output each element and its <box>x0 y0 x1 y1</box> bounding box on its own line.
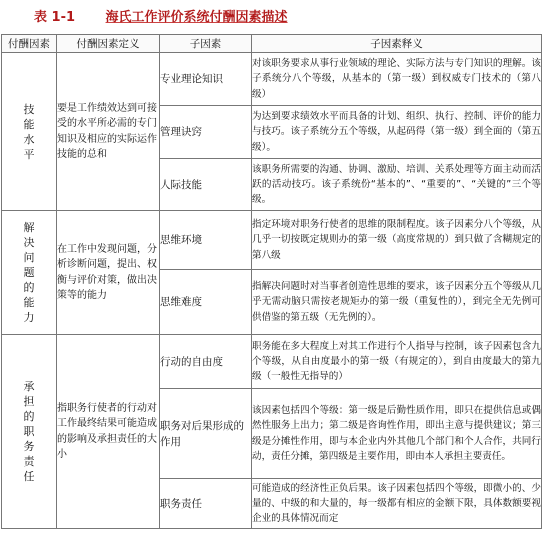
sub-desc-cell: 职务能在多大程度上对其工作进行个人指导与控制，该子因素包含九个等级，从自由度最小的第一级（有规定的），到自由度最大的第九级（一般性无指导的） <box>252 335 542 389</box>
header-sub-factor: 子因素 <box>160 35 252 53</box>
sub-factor-cell: 管理诀窍 <box>160 106 252 159</box>
factor-label: 解决问题的能力 <box>23 221 35 324</box>
sub-desc-cell: 该职务所需要的沟通、协调、激励、培训、关系处理等方面主动而活跃的活动技巧。该子系统份“基本的”、“重要的”、“关键的”三个等级。 <box>252 159 542 211</box>
definition-cell: 指职务行使者的行动对工作最终结果可能造成的影响及承担责任的大小 <box>57 335 160 529</box>
sub-desc-cell: 指解决问题时对当事者创造性思维的要求，该子因素分五个等级从几乎无需动脑只需按老规矩办的第一级（重复性的），到完全无先例可供借鉴的第五级（无先例的）。 <box>252 270 542 335</box>
table-title: 海氏工作评价系统付酬因素描述 <box>105 10 288 25</box>
table-row <box>2 211 542 270</box>
sub-desc-cell: 该因素包括四个等级：第一级是后勤性质作用，即只在提供信息或偶然性服务上出力；第二级是咨询性作用，即出主意与提供建议；第三级是分摊性作用，即与本企业内外其他几个部门和个人合作，共同行动，责任分摊，第四级是主要作用，即由本人承担主要责任。 <box>252 389 542 479</box>
factor-cell <box>2 53 57 211</box>
definition-cell: 要是工作绩效达到可接受的水平所必需的专门知识及相应的实际运作技能的总和 <box>57 53 160 211</box>
factor-table <box>1 34 542 529</box>
sub-factor-cell: 思维环境 <box>160 211 252 270</box>
header-sub-desc: 子因素释义 <box>252 35 542 53</box>
sub-desc-cell: 指定环境对职务行使者的思维的限制程度。该子因素分八个等级，从几乎一切按既定规则办的第一级（高度常规的）到只做了含糊规定的第八级 <box>252 211 542 270</box>
factor-cell <box>2 211 57 335</box>
header-row <box>2 35 542 53</box>
table-row <box>2 335 542 389</box>
factor-cell <box>2 335 57 529</box>
header-definition: 付酬因素定义 <box>57 35 160 53</box>
factor-label: 承担的职务责任 <box>23 380 35 483</box>
sub-factor-cell: 职务对后果形成的作用 <box>160 389 252 479</box>
table-row <box>2 53 542 106</box>
sub-factor-cell: 专业理论知识 <box>160 53 252 106</box>
table-caption <box>34 6 288 28</box>
sub-desc-cell: 为达到要求绩效水平而具备的计划、组织、执行、控制、评价的能力与技巧。该子系统分五个等级，从起码得（第一级）到全面的（第五级）。 <box>252 106 542 159</box>
factor-label: 技能水平 <box>23 102 35 161</box>
sub-factor-cell: 思维难度 <box>160 270 252 335</box>
sub-factor-cell: 行动的自由度 <box>160 335 252 389</box>
definition-cell: 在工作中发现问题，分析诊断问题，提出、权衡与评价对策，做出决策等的能力 <box>57 211 160 335</box>
header-factor: 付酬因素 <box>2 35 57 53</box>
table-number: 表 1-1 <box>34 10 76 25</box>
sub-factor-cell: 人际技能 <box>160 159 252 211</box>
sub-desc-cell: 对该职务要求从事行业领域的理论、实际方法与专门知识的理解。该子系统分八个等级，从基本的（第一级）到权威专门技术的（第八级） <box>252 53 542 106</box>
sub-factor-cell: 职务责任 <box>160 479 252 529</box>
sub-desc-cell: 可能造成的经济性正负后果。该子因素包括四个等级，即微小的、少量的、中级的和大量的，每一级都有相应的金额下限，具体数额要视企业的具体情况而定 <box>252 479 542 529</box>
